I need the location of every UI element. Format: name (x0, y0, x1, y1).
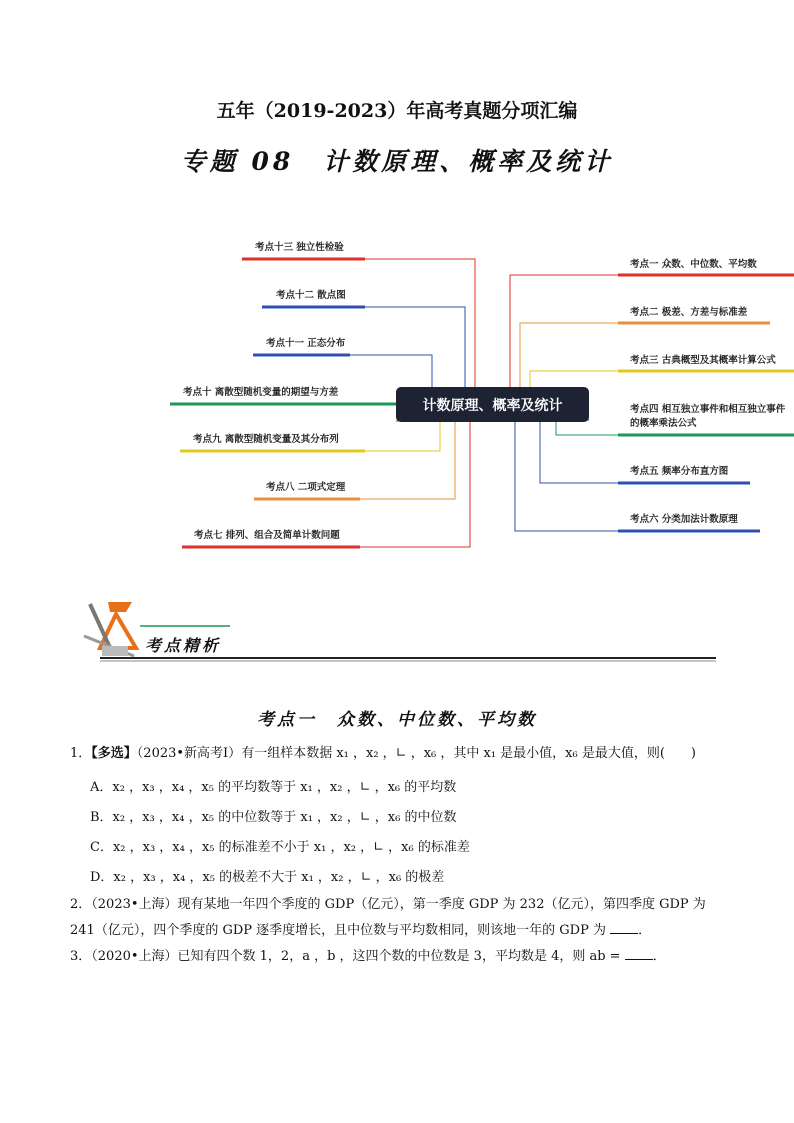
node-6: 考点六 分类加法计数原理 (630, 514, 738, 525)
node-3: 考点三 古典概型及其概率计算公式 (630, 355, 776, 366)
node-7: 考点七 排列、组合及简单计数问题 (194, 530, 340, 541)
section-title: 考点一 众数、中位数、平均数 (257, 710, 537, 730)
node-13: 考点十三 独立性检验 (255, 242, 344, 253)
node-1: 考点一 众数、中位数、平均数 (630, 259, 757, 270)
question-1: 1．【多选】（2023•新高考Ⅰ）有一组样本数据 x₁ ，x₂ ，∟ ，x₆ ，其中 x₁ 是最小值，x₆ 是最大值，则( ) (70, 746, 696, 761)
section-banner (80, 600, 720, 665)
option-d: D．x₂ ，x₃ ，x₄ ，x₅ 的极差不大于 x₁ ，x₂ ，∟ ，x₆ 的极差 (90, 870, 445, 885)
document-title: 五年（2019-2023）年高考真题分项汇编 (216, 100, 578, 122)
node-10: 考点十 离散型随机变量的期望与方差 (183, 387, 339, 398)
question-tag: 【多选】 (91, 746, 137, 761)
option-c: C．x₂ ，x₃ ，x₄ ，x₅ 的标准差不小于 x₁ ，x₂ ，∟ ，x₆ 的标准差 (90, 840, 470, 855)
answer-blank[interactable] (625, 947, 653, 960)
node-11: 考点十一 正态分布 (266, 338, 346, 349)
answer-blank[interactable] (610, 921, 638, 934)
document-subtitle: 专题 08 计数原理、概率及统计 (180, 147, 614, 176)
banner-label: 考点精析 (145, 636, 222, 655)
node-12: 考点十二 散点图 (276, 290, 346, 301)
question-3: 3．（2020•上海）已知有四个数 1，2，a ，b ，这四个数的中位数是 3，平均数是 4，则 ab = ． (70, 949, 666, 964)
mind-map (0, 225, 794, 565)
question-2-line1: 2．（2023•上海）现有某地一年四个季度的 GDP（亿元），第一季度 GDP 为 232（亿元），第四季度 GDP 为 (70, 897, 706, 912)
node-9: 考点九 离散型随机变量及其分布列 (193, 434, 339, 445)
question-2-line2: 241（亿元），四个季度的 GDP 逐季度增长，且中位数与平均数相同，则该地一年的 GDP 为 ． (70, 923, 652, 938)
option-b: B．x₂ ，x₃ ，x₄ ，x₅ 的中位数等于 x₁ ，x₂ ，∟ ，x₆ 的中位数 (90, 810, 457, 825)
node-4-line2: 的概率乘法公式 (630, 418, 697, 429)
node-8: 考点八 二项式定理 (266, 482, 346, 493)
node-2: 考点二 极差、方差与标准差 (630, 307, 748, 318)
option-a: A．x₂ ，x₃ ，x₄ ，x₅ 的平均数等于 x₁ ，x₂ ，∟ ，x₆ 的平均数 (90, 780, 457, 795)
node-4: 考点四 相互独立事件和相互独立事件 (630, 404, 786, 415)
node-5: 考点五 频率分布直方图 (630, 466, 729, 477)
mind-map-center: 计数原理、概率及统计 (396, 387, 589, 422)
